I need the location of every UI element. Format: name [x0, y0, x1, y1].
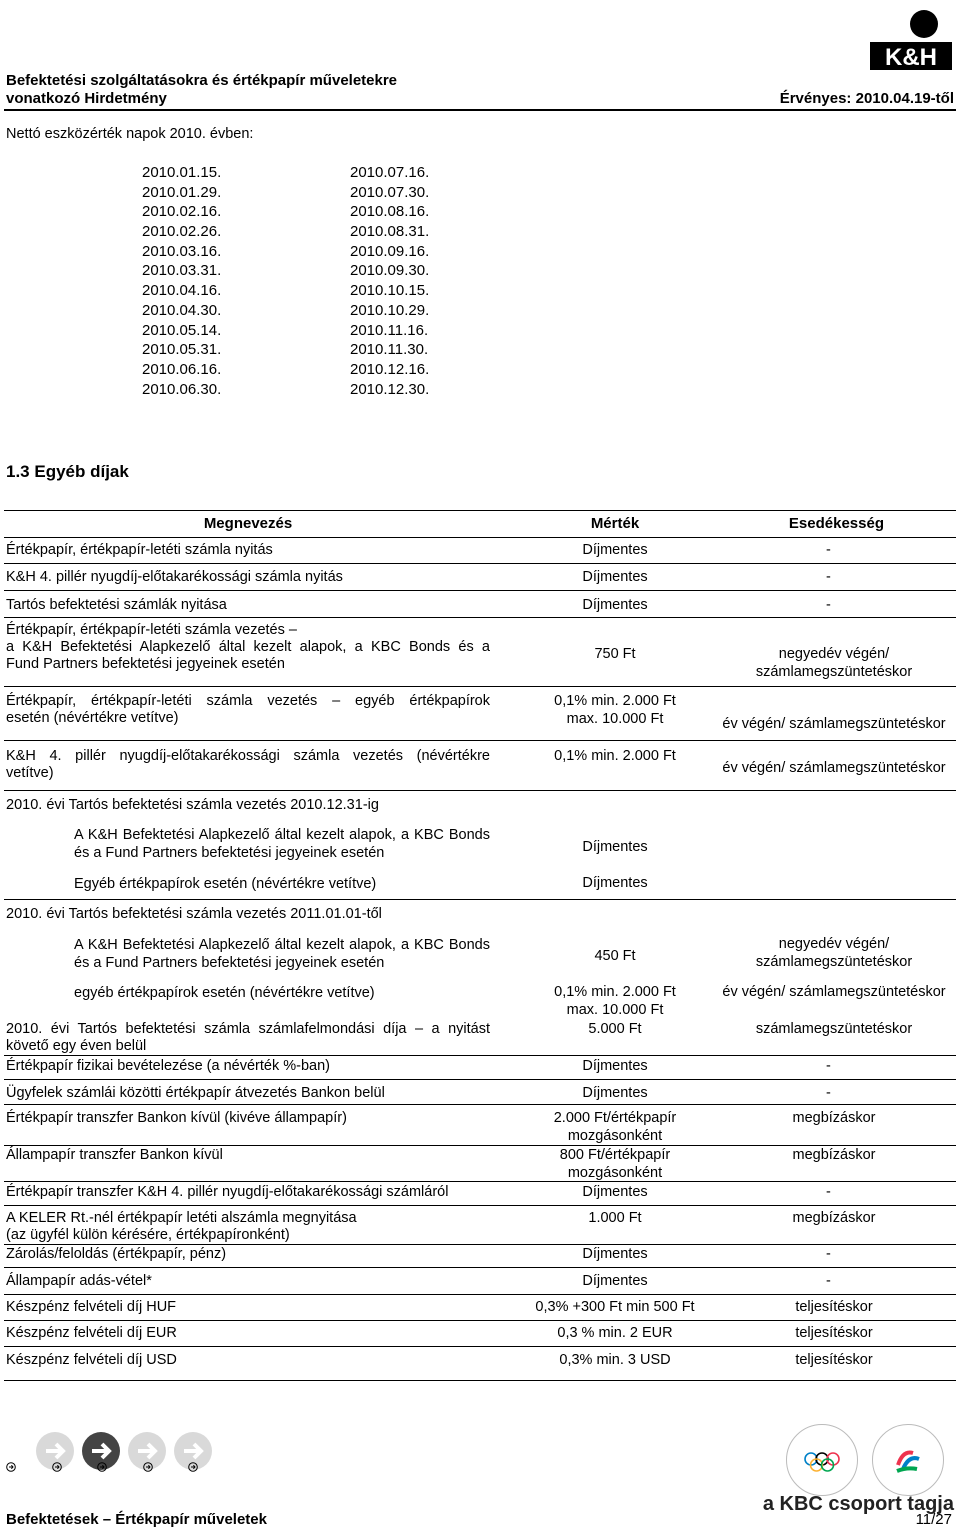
col-header-due: Esedékesség — [788, 515, 884, 532]
row-due: év végén/ számlamegszüntetéskor — [722, 984, 946, 1000]
row-name: 2010. évi Tartós befektetési számla vezetés 2010.12.31-ig — [6, 797, 379, 813]
row-rule — [4, 563, 956, 564]
nav-date: 2010.11.16. — [350, 321, 429, 339]
row-name: Értékpapír, értékpapír-letéti számla vezetés – egyéb értékpapírok esetén (névértékre vetítve) — [6, 693, 490, 726]
row-name: Állampapír transzfer Bankon kívül — [6, 1147, 223, 1163]
nav-date: 2010.05.14. — [142, 321, 222, 339]
arrow-right-icon — [97, 1462, 107, 1475]
row-name: Értékpapír, értékpapír-letéti számla nyitás — [6, 542, 273, 558]
row-due: teljesítéskor — [795, 1325, 873, 1341]
nav-date: 2010.01.29. — [142, 183, 222, 201]
nav-date: 2010.03.16. — [142, 242, 222, 260]
row-due: megbízáskor — [792, 1147, 876, 1163]
nav-date: 2010.07.16. — [350, 164, 430, 181]
nav-date: 2010.08.16. — [350, 203, 430, 221]
row-rate: 450 Ft — [594, 948, 636, 964]
nav-title: Nettó eszközérték napok 2010. évben: — [6, 126, 254, 142]
row-rule — [4, 1079, 956, 1080]
paralympic-committee-seal — [872, 1424, 944, 1496]
header-rule — [4, 537, 956, 538]
nav-date: 2010.04.16. — [142, 282, 222, 300]
nav-dates-left — [142, 163, 221, 399]
nav-date: 2010.03.31. — [142, 262, 222, 280]
nav-date: 2010.06.16. — [142, 360, 222, 378]
row-rule — [4, 1346, 956, 1347]
row-subitem: A K&H Befektetési Alapkezelő által kezelt alapok, a KBC Bonds és a Fund Partners befektetési jegyeinek esetén — [74, 937, 490, 971]
row-rate: Díjmentes — [582, 1246, 648, 1262]
nav-dates-right — [350, 163, 429, 399]
header-rule — [4, 109, 956, 111]
nav-date: 2010.05.31. — [142, 341, 222, 359]
row-rate: Díjmentes — [582, 597, 648, 613]
row-rule — [4, 1104, 956, 1105]
row-rate: Díjmentes — [582, 542, 648, 558]
valid-date: Érvényes: 2010.04.19-től — [779, 90, 954, 107]
row-due: - — [826, 1246, 831, 1262]
row-rate: Díjmentes — [582, 1058, 648, 1074]
row-rule — [4, 1181, 956, 1182]
row-name: 2010. évi Tartós befektetési számla számlafelmondási díja – a nyitást követő egy éven belül — [6, 1021, 490, 1054]
row-name: Értékpapír, értékpapír-letéti számla vezetés – a K&H Befektetési Alapkezelő által kezelt alapok, a KBC Bonds és a Fund Partners befektetési jegyeinek esetén — [6, 622, 490, 672]
row-due: teljesítéskor — [795, 1299, 873, 1315]
row-subitem: egyéb értékpapírok esetén (névértékre vetítve) — [74, 985, 375, 1001]
row-due: - — [826, 542, 831, 558]
nav-date: 2010.09.30. — [350, 262, 430, 280]
row-rate: 0,1% min. 2.000 Ft — [554, 748, 676, 764]
row-due: - — [826, 1273, 831, 1289]
row-due: negyedév végén/ számlamegszüntetéskor — [755, 646, 913, 680]
row-name: K&H 4. pillér nyugdíj-előtakarékossági számla vezetés (névértékre vetítve) — [6, 748, 490, 781]
row-rate: 0,3% +300 Ft min 500 Ft — [535, 1299, 695, 1315]
row-due: - — [826, 569, 831, 585]
section-title: 1.3 Egyéb díjak — [6, 462, 129, 481]
nav-date: 2010.02.26. — [142, 223, 222, 241]
nav-date: 2010.07.30. — [350, 183, 430, 201]
row-rule — [4, 740, 956, 741]
row-due: megbízáskor — [792, 1110, 876, 1126]
nav-date: 2010.02.16. — [142, 203, 222, 221]
row-rule — [4, 1267, 956, 1268]
row-rate: Díjmentes — [582, 569, 648, 585]
nav-date: 2010.01.15. — [142, 164, 222, 181]
row-due: - — [826, 1184, 831, 1200]
row-name: Ügyfelek számlái közötti értékpapír átvezetés Bankon belül — [6, 1085, 385, 1101]
row-name: Készpénz felvételi díj HUF — [6, 1299, 177, 1315]
row-rule — [4, 617, 956, 618]
nav-date: 2010.08.31. — [350, 223, 430, 241]
row-rate: 0,3% min. 3 USD — [559, 1352, 671, 1368]
row-due: - — [826, 1058, 831, 1074]
row-rate: 1.000 Ft — [588, 1210, 642, 1226]
row-rate: 0,1% min. 2.000 Ft max. 10.000 Ft — [554, 693, 676, 727]
nav-date: 2010.11.30. — [350, 341, 429, 359]
document-title: Befektetési szolgáltatásokra és értékpapír műveletekre vonatkozó Hirdetmény — [6, 72, 398, 107]
kbc-group-label: a KBC csoport tagja — [762, 1493, 954, 1515]
row-due: év végén/ számlamegszüntetéskor — [722, 716, 946, 732]
row-name: Értékpapír transzfer Bankon kívül (kivéve állampapír) — [6, 1110, 347, 1126]
kh-logo — [868, 4, 954, 72]
row-rule — [4, 1244, 956, 1245]
row-due: - — [826, 1085, 831, 1101]
row-due: megbízáskor — [792, 1210, 876, 1226]
row-name: Értékpapír transzfer K&H 4. pillér nyugdíj-előtakarékossági számláról — [6, 1184, 449, 1200]
row-rule — [4, 590, 956, 591]
arrow-right-icon — [6, 1462, 16, 1475]
nav-date: 2010.09.16. — [350, 242, 430, 260]
row-rule — [4, 1145, 956, 1146]
arrow-right-icon — [52, 1462, 62, 1475]
row-rate: Díjmentes — [582, 875, 648, 891]
row-due: teljesítéskor — [795, 1352, 873, 1368]
row-rule — [4, 1205, 956, 1206]
row-rate: Díjmentes — [582, 1273, 648, 1289]
row-due: - — [826, 597, 831, 613]
row-name: 2010. évi Tartós befektetési számla vezetés 2011.01.01-től — [6, 906, 382, 922]
row-subitem: Egyéb értékpapírok esetén (névértékre vetítve) — [74, 876, 377, 892]
row-rate: 0,3 % min. 2 EUR — [557, 1325, 673, 1341]
row-rule — [4, 899, 956, 900]
row-rate: Díjmentes — [582, 1184, 648, 1200]
row-rate: 2.000 Ft/értékpapír mozgásonként — [553, 1110, 677, 1144]
row-rate: 5.000 Ft — [588, 1021, 642, 1037]
nav-date: 2010.06.30. — [142, 380, 222, 398]
row-rate: Díjmentes — [582, 1085, 648, 1101]
row-rate: 0,1% min. 2.000 Ft max. 10.000 Ft — [554, 984, 676, 1018]
nav-date: 2010.12.16. — [350, 360, 430, 378]
col-header-name: Megnevezés — [203, 515, 293, 532]
row-rate: 800 Ft/értékpapír mozgásonként — [559, 1147, 671, 1181]
row-rule — [4, 686, 956, 687]
row-name: Állampapír adás-vétel* — [6, 1273, 152, 1289]
arrow-right-icon — [143, 1462, 153, 1475]
nav-date: 2010.04.30. — [142, 301, 222, 319]
row-rule — [4, 1294, 956, 1295]
nav-date: 2010.12.30. — [350, 380, 430, 398]
row-due: negyedév végén/ számlamegszüntetéskor — [755, 936, 913, 970]
row-name: K&H 4. pillér nyugdíj-előtakarékossági számla nyitás — [6, 569, 343, 585]
col-header-rate: Mérték — [590, 515, 640, 532]
row-rate: 750 Ft — [594, 646, 636, 662]
nav-date: 2010.10.29. — [350, 301, 430, 319]
row-due: számlamegszüntetéskor — [755, 1021, 913, 1037]
row-rule — [4, 1055, 956, 1056]
row-rate: Díjmentes — [582, 839, 648, 855]
footer-section: Befektetések – Értékpapír műveletek — [6, 1511, 267, 1528]
arrow-right-icon — [188, 1462, 198, 1475]
page-number: 11/27 — [915, 1511, 952, 1528]
row-name: Készpénz felvételi díj USD — [6, 1352, 177, 1368]
row-rule — [4, 790, 956, 791]
row-name: Készpénz felvételi díj EUR — [6, 1325, 177, 1341]
table-bottom-rule — [4, 1380, 956, 1381]
row-name: Értékpapír fizikai bevételezése (a névérték %-ban) — [6, 1058, 330, 1074]
nav-date: 2010.10.15. — [350, 282, 430, 300]
row-subitem: A K&H Befektetési Alapkezelő által kezelt alapok, a KBC Bonds és a Fund Partners befektetési jegyeinek esetén — [74, 827, 490, 861]
logo-text: K&H — [885, 44, 937, 71]
row-name: A KELER Rt.-nél értékpapír letéti alszámla megnyitása (az ügyfél külön kérésére, értékpapíronként) — [6, 1210, 357, 1243]
olympic-committee-seal — [786, 1424, 858, 1496]
table-top-rule — [4, 510, 956, 511]
row-name: Zárolás/feloldás (értékpapír, pénz) — [6, 1246, 227, 1262]
row-name: Tartós befektetési számlák nyitása — [6, 597, 227, 613]
row-due: év végén/ számlamegszüntetéskor — [722, 760, 946, 776]
row-rule — [4, 1320, 956, 1321]
